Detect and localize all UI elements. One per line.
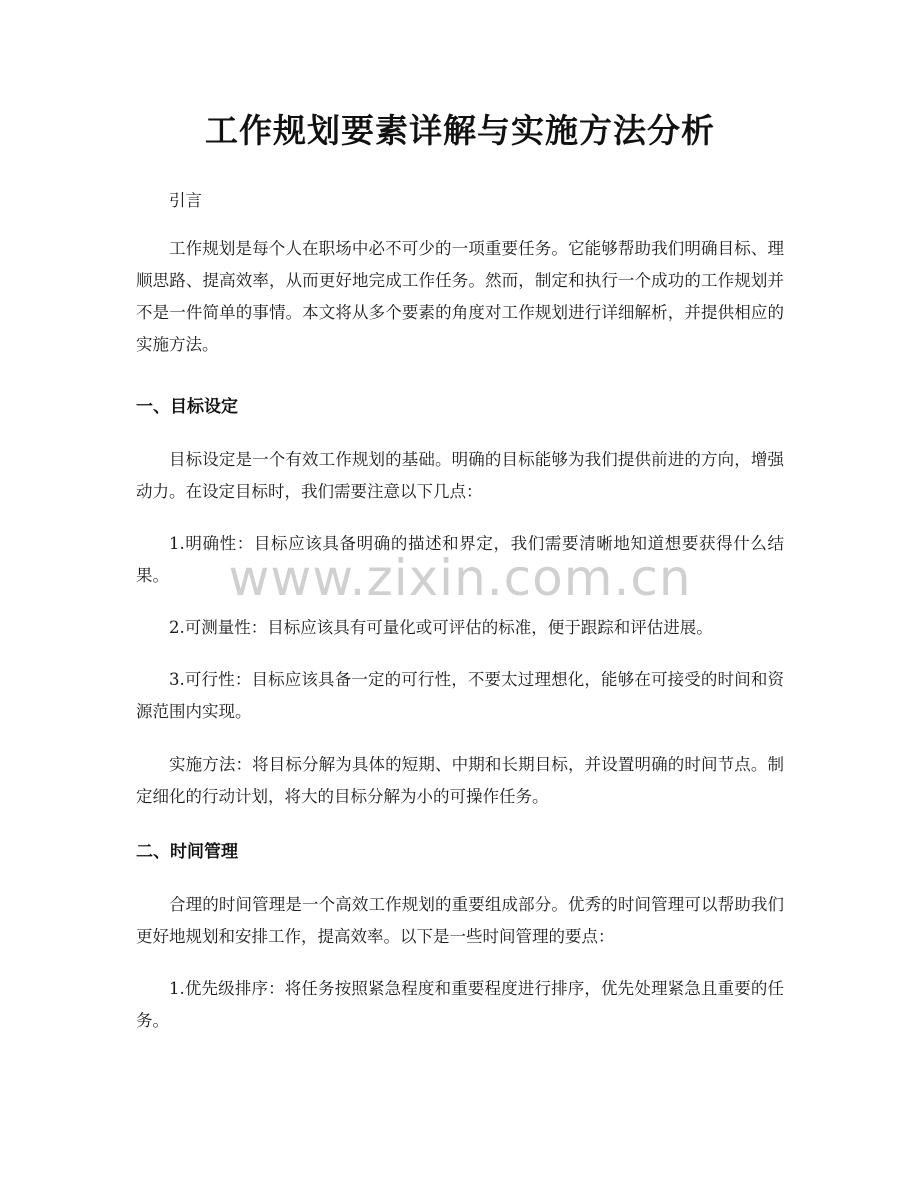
section1-intro: 目标设定是一个有效工作规划的基础。明确的目标能够为我们提供前进的方向，增强动力。在设定目标时，我们需要注意以下几点： (136, 450, 784, 501)
section2-intro: 合理的时间管理是一个高效工作规划的重要组成部分。优秀的时间管理可以帮助我们更好地规划和安排工作，提高效率。以下是一些时间管理的要点： (136, 895, 784, 946)
intro-paragraph: 工作规划是每个人在职场中必不可少的一项重要任务。它能够帮助我们明确目标、理顺思路、提高效率，从而更好地完成工作任务。然而，制定和执行一个成功的工作规划并不是一件简单的事情。本文将从多个要素的角度对工作规划进行详细解析，并提供相应的实施方法。 (136, 239, 784, 354)
watermark: www.zixin.com.cn (228, 549, 692, 607)
section1-point3: 3.可行性：目标应该具备一定的可行性，不要太过理想化，能够在可接受的时间和资源范围内实现。 (136, 670, 784, 721)
intro-label: 引言 (169, 191, 202, 210)
section1-method: 实施方法：将目标分解为具体的短期、中期和长期目标，并设置明确的时间节点。制定细化的行动计划，将大的目标分解为小的可操作任务。 (136, 755, 784, 806)
section2-point1: 1.优先级排序：将任务按照紧急程度和重要程度进行排序，优先处理紧急且重要的任务。 (136, 979, 784, 1030)
section2-heading: 二、时间管理 (136, 842, 238, 862)
section1-point1: 1.明确性：目标应该具备明确的描述和界定，我们需要清晰地知道想要获得什么结果。 (136, 534, 784, 585)
page-title: 工作规划要素详解与实施方法分析 (205, 111, 715, 150)
section1-point2: 2.可测量性：目标应该具有可量化或可评估的标准，便于跟踪和评估进展。 (169, 618, 713, 637)
section1-heading: 一、目标设定 (136, 397, 238, 417)
